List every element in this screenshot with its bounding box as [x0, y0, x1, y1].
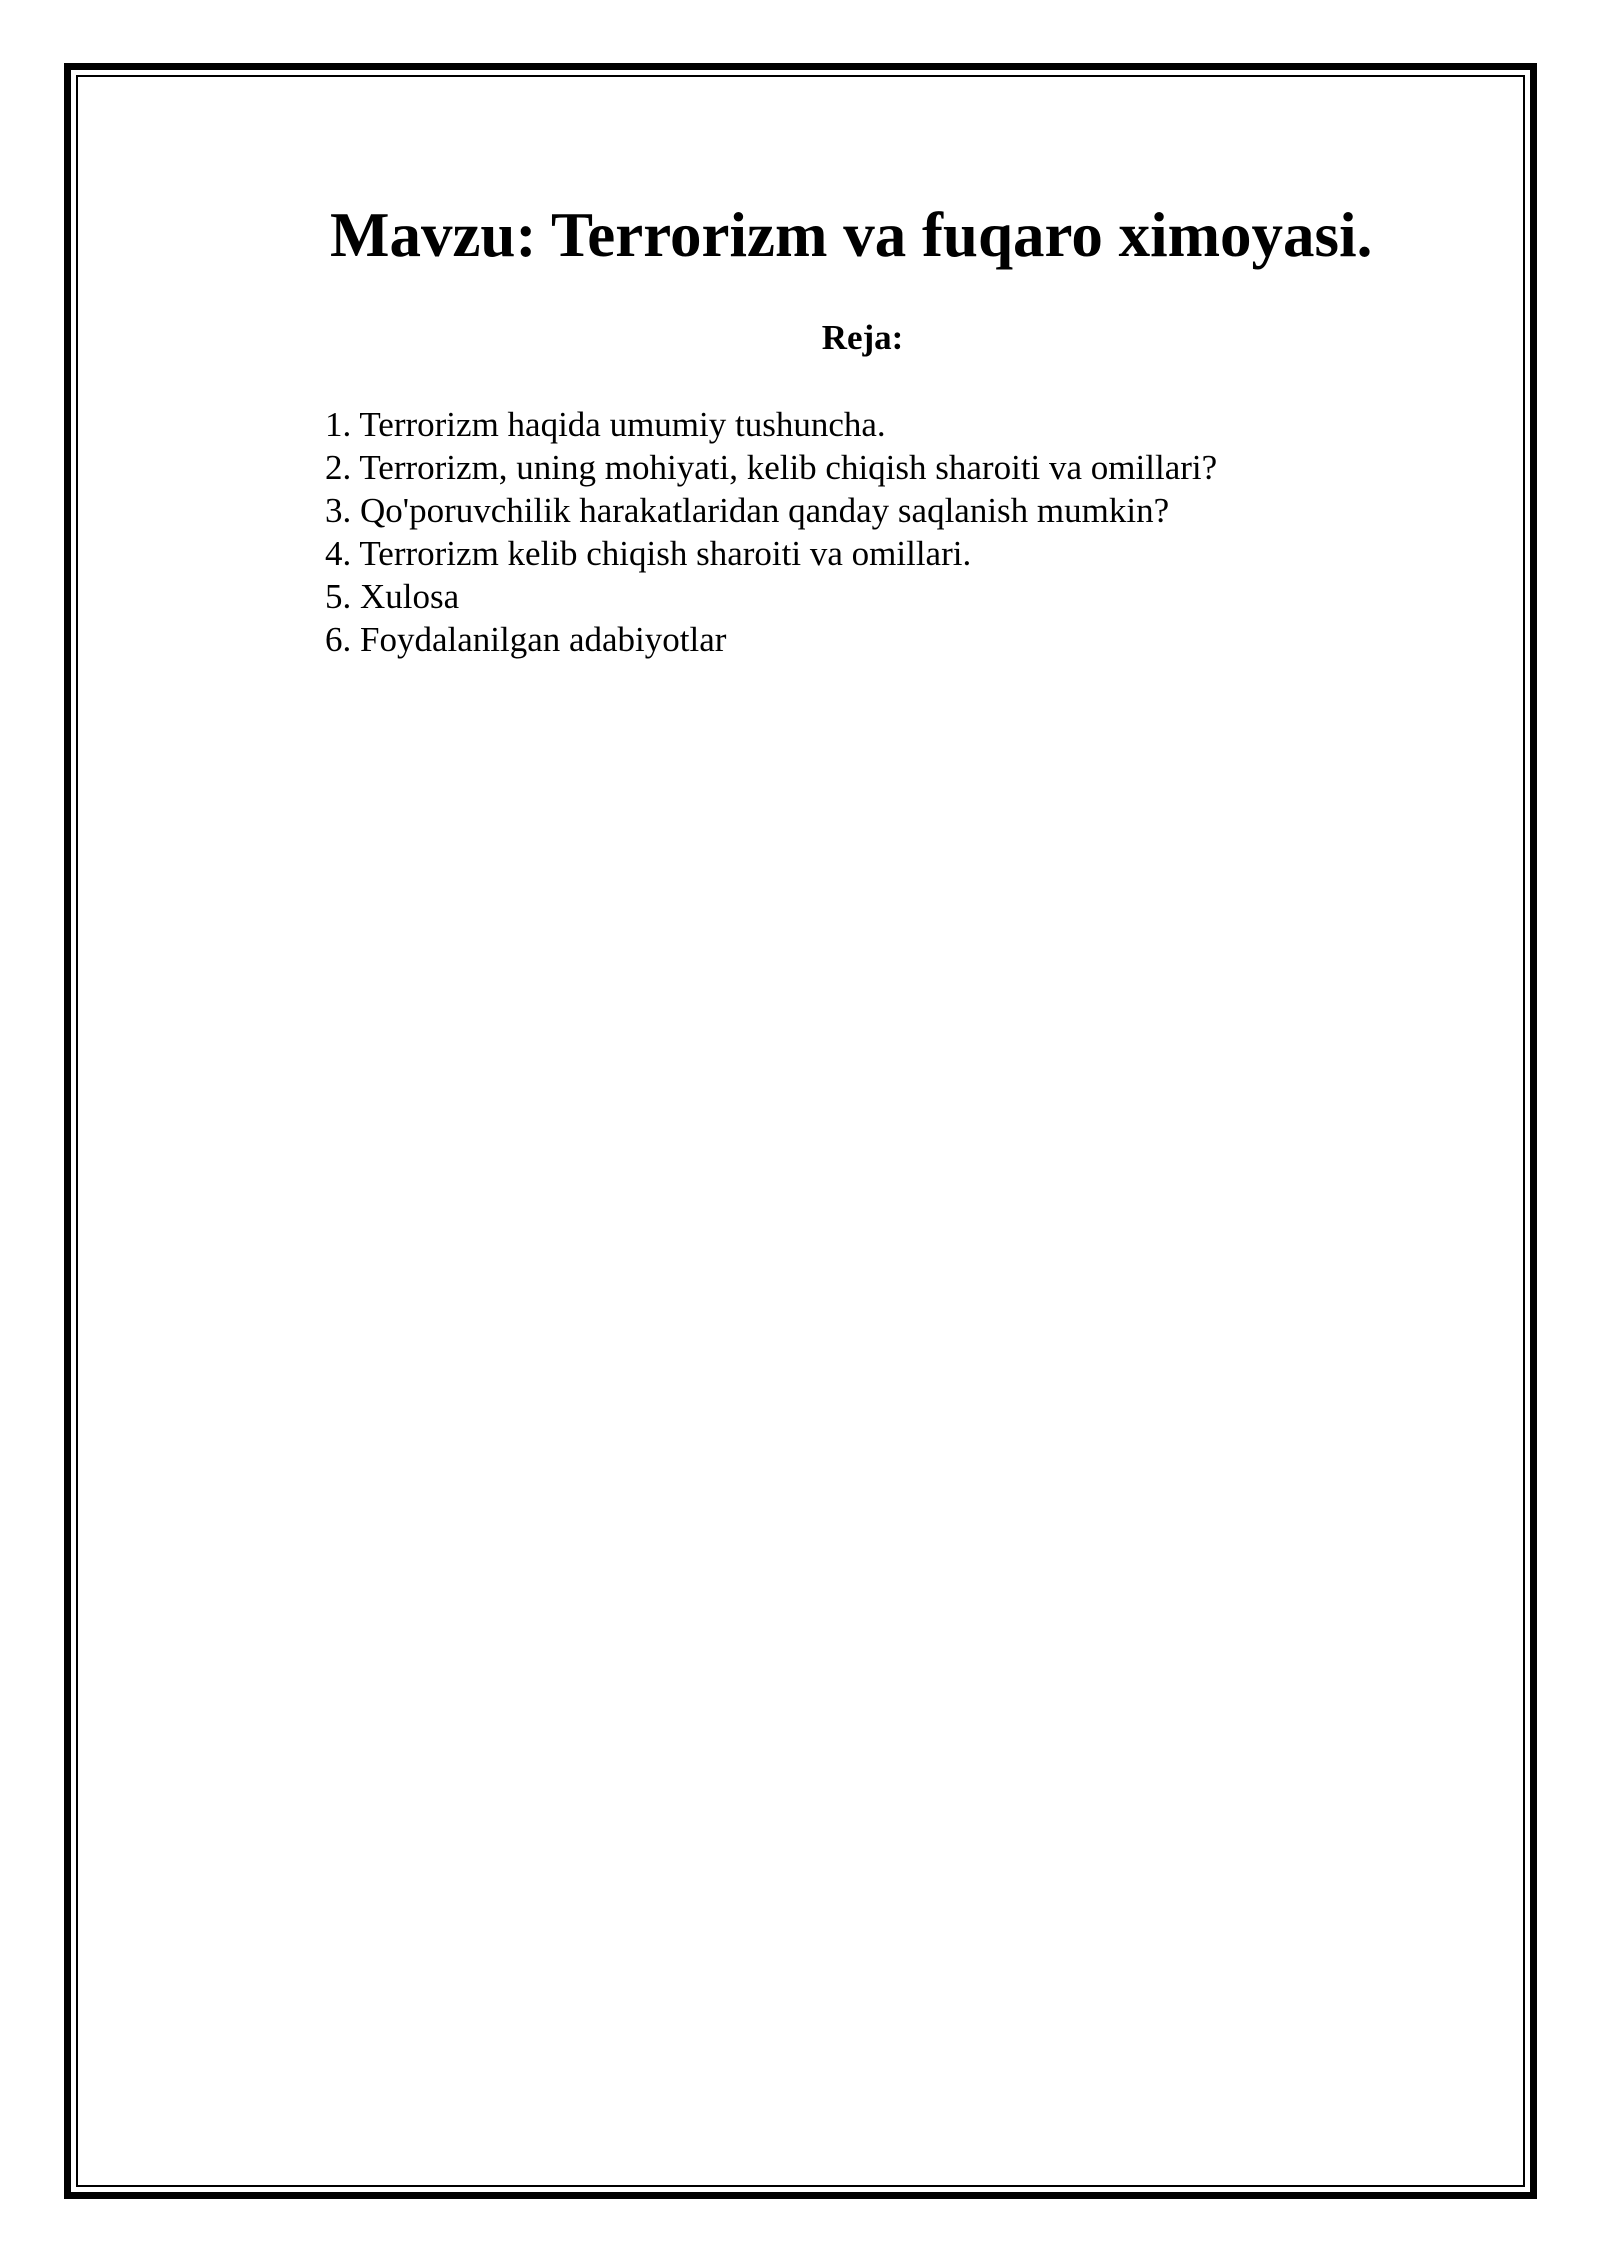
- page-border-inner: [76, 75, 1525, 2187]
- plan-item: 6. Foydalanilgan adabiyotlar: [325, 620, 727, 659]
- plan-item: 2. Terrorizm, uning mohiyati, kelib chiqish sharoiti va omillari?: [325, 448, 1218, 487]
- plan-item: 5. Xulosa: [325, 577, 460, 616]
- page-title: Mavzu: Terrorizm va fuqaro ximoyasi.: [330, 200, 1373, 270]
- plan-list: [325, 403, 1217, 661]
- plan-item: 1. Terrorizm haqida umumiy tushuncha.: [325, 405, 886, 444]
- plan-item: 3. Qo'poruvchilik harakatlaridan qanday saqlanish mumkin?: [325, 491, 1170, 530]
- plan-item: 4. Terrorizm kelib chiqish sharoiti va omillari.: [325, 534, 972, 573]
- plan-heading: Reja:: [821, 318, 904, 357]
